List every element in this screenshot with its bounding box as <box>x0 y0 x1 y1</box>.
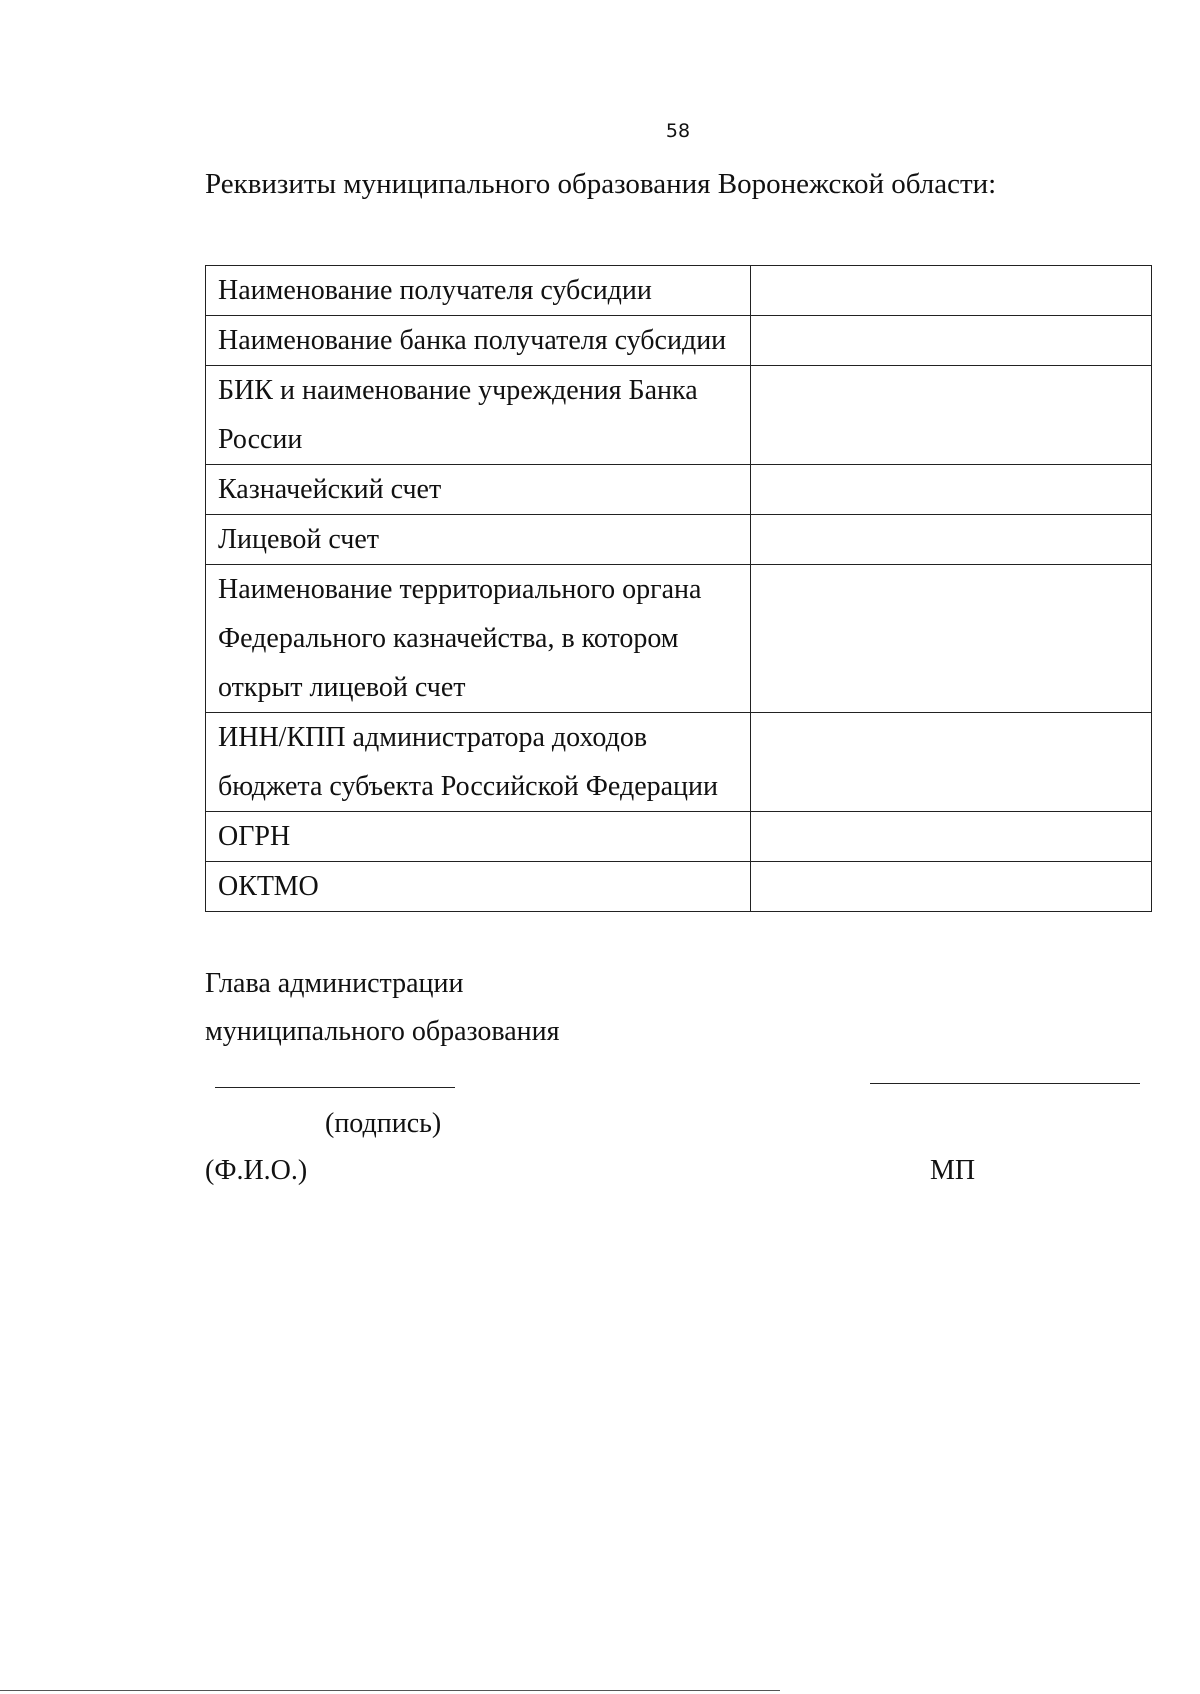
scan-edge-line <box>0 1690 780 1691</box>
requisite-label <box>206 515 751 565</box>
requisite-value-cell[interactable] <box>751 266 1152 316</box>
requisite-value-cell[interactable] <box>751 366 1152 465</box>
requisite-label <box>206 812 751 862</box>
requisite-label-line: ИНН/КПП администратора доходов <box>218 722 648 753</box>
requisites-row <box>206 266 1152 316</box>
signature-line[interactable] <box>215 1087 455 1088</box>
requisite-label-line: Наименование территориального органа <box>218 574 702 605</box>
signer-title <box>205 960 560 1056</box>
requisites-row <box>206 812 1152 862</box>
requisite-value-cell[interactable] <box>751 515 1152 565</box>
requisites-row <box>206 515 1152 565</box>
requisite-value-cell[interactable] <box>751 565 1152 713</box>
stamp-caption: МП <box>930 1155 976 1186</box>
name-caption: (Ф.И.О.) <box>205 1155 308 1186</box>
stamp-line[interactable] <box>870 1083 1140 1084</box>
signature-caption: (подпись) <box>325 1108 442 1139</box>
requisite-label-line: ОГРН <box>218 821 291 852</box>
page-number: 58 <box>665 120 691 142</box>
page-heading: Реквизиты муниципального образования Воронежской области: <box>205 168 997 200</box>
requisite-value-cell[interactable] <box>751 465 1152 515</box>
requisites-row <box>206 713 1152 812</box>
requisite-label <box>206 862 751 912</box>
requisites-table <box>205 265 1152 912</box>
requisite-label-line: России <box>218 424 303 455</box>
requisite-value-cell[interactable] <box>751 862 1152 912</box>
requisites-table-body <box>206 266 1152 912</box>
requisites-row <box>206 366 1152 465</box>
requisite-value-cell[interactable] <box>751 713 1152 812</box>
requisite-value-cell[interactable] <box>751 316 1152 366</box>
requisites-row <box>206 862 1152 912</box>
requisite-label-line: открыт лицевой счет <box>218 672 466 703</box>
requisite-label-line: Наименование получателя субсидии <box>218 275 652 306</box>
requisite-label-line: Лицевой счет <box>218 524 380 555</box>
requisites-row <box>206 316 1152 366</box>
requisite-label-line: бюджета субъекта Российской Федерации <box>218 771 719 802</box>
requisite-label <box>206 713 751 812</box>
requisite-label-line: ОКТМО <box>218 871 319 902</box>
signer-title-line-1: Глава администрации <box>205 968 464 999</box>
requisite-label-line: Казначейский счет <box>218 474 442 505</box>
requisite-value-cell[interactable] <box>751 812 1152 862</box>
requisites-row <box>206 465 1152 515</box>
requisite-label <box>206 465 751 515</box>
requisite-label-line: Наименование банка получателя субсидии <box>218 325 727 356</box>
signer-title-line-2: муниципального образования <box>205 1016 560 1047</box>
requisite-label-line: БИК и наименование учреждения Банка <box>218 375 698 406</box>
requisite-label-line: Федерального казначейства, в котором <box>218 623 679 654</box>
requisites-row <box>206 565 1152 713</box>
requisite-label <box>206 565 751 713</box>
requisite-label <box>206 366 751 465</box>
requisite-label <box>206 266 751 316</box>
requisite-label <box>206 316 751 366</box>
